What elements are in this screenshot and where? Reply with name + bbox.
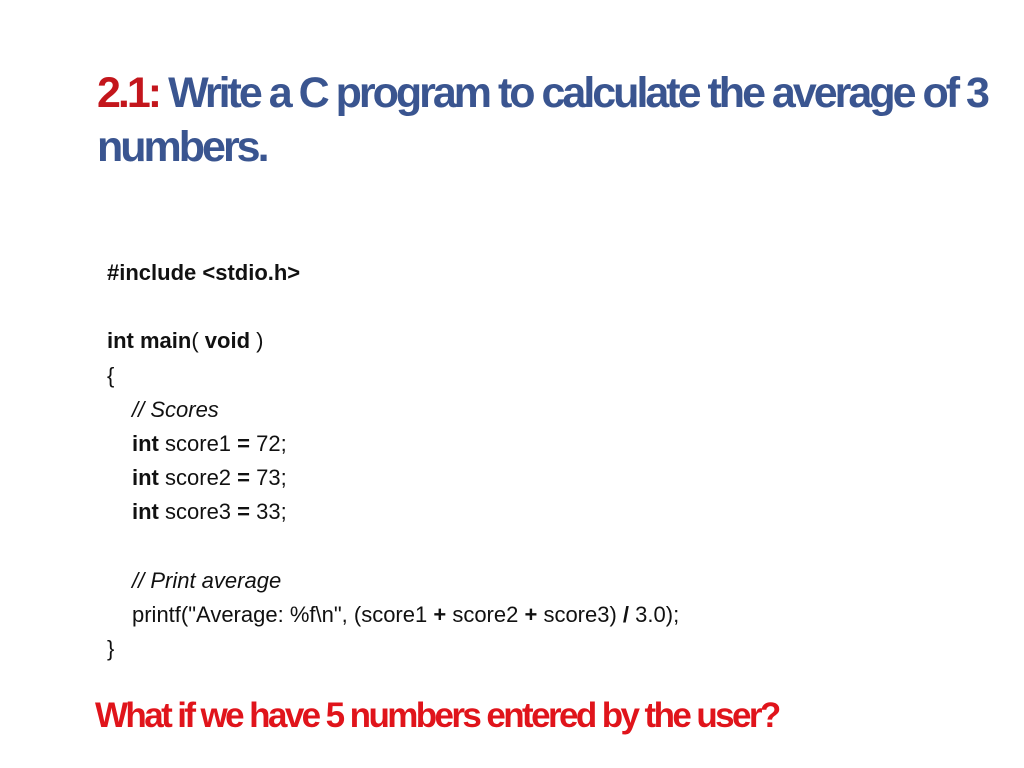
code-include-line: #include <stdio.h>	[107, 260, 301, 285]
code-comment-print: // Print average	[132, 567, 282, 593]
code-variable-name: score2	[158, 465, 238, 491]
code-int-keyword: int	[132, 430, 159, 456]
code-score1-line	[107, 427, 679, 461]
follow-up-question: What if we have 5 numbers entered by the user?	[95, 696, 779, 735]
code-score2-line	[107, 461, 679, 495]
code-assign-operator: =	[237, 499, 251, 525]
code-main-paren-close: )	[250, 328, 264, 354]
exercise-number: 2.1:	[97, 69, 160, 117]
code-plus-operator: +	[524, 601, 538, 627]
code-main-paren-open: (	[191, 328, 205, 354]
code-int-keyword: int	[132, 465, 159, 491]
code-value: 33;	[250, 499, 287, 525]
slide-title	[97, 66, 997, 174]
code-printf-arg: score2	[446, 601, 525, 627]
code-close-brace: }	[107, 636, 115, 662]
code-printf-divisor: 3.0);	[629, 601, 680, 627]
code-plus-operator: +	[433, 601, 447, 627]
code-printf-line	[107, 598, 679, 632]
code-comment-scores: // Scores	[132, 396, 219, 422]
code-assign-operator: =	[237, 465, 251, 491]
code-value: 72;	[250, 430, 287, 456]
code-int-keyword: int	[132, 499, 159, 525]
code-assign-operator: =	[237, 430, 251, 456]
code-variable-name: score1	[158, 430, 238, 456]
code-divide-operator: /	[622, 601, 630, 627]
code-open-brace: {	[107, 362, 115, 388]
code-printf-arg: score3)	[537, 601, 623, 627]
code-block	[107, 256, 679, 666]
code-main-keyword: int main	[107, 328, 192, 354]
code-blank-line	[107, 530, 679, 564]
code-void-keyword: void	[204, 328, 251, 354]
code-main-signature	[107, 324, 679, 358]
code-score3-line	[107, 495, 679, 529]
code-blank-line	[107, 290, 679, 324]
exercise-title-text: Write a C program to calculate the average of 3 numbers.	[97, 69, 987, 171]
code-printf-call: printf("Average: %f\n", (score1	[132, 601, 434, 627]
code-value: 73;	[250, 465, 287, 491]
code-variable-name: score3	[158, 499, 238, 525]
